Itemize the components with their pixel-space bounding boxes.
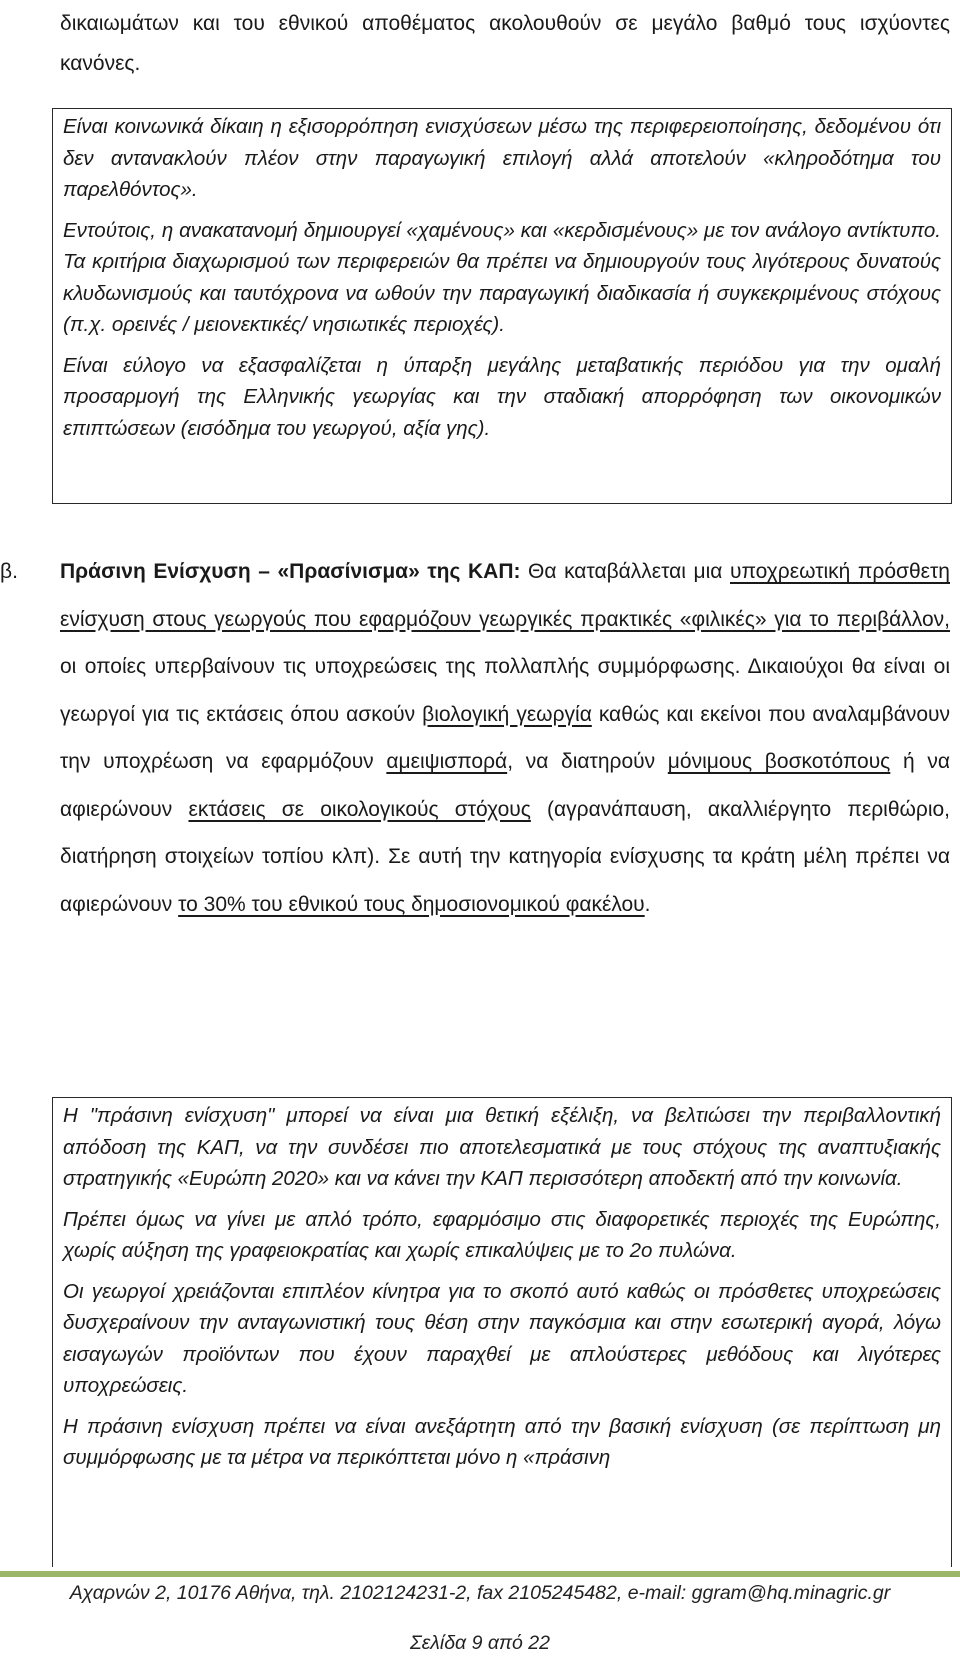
section-text: καθώς και εκείνοι που αναλαμβάνουν την υποχρέωση να εφαρμόζουν bbox=[60, 702, 950, 773]
section-b bbox=[0, 548, 951, 928]
section-text: . bbox=[644, 892, 651, 916]
underlined-term: υποχρεωτική πρόσθετη ενίσχυση στους γεωργούς που εφαρμόζουν γεωργικές πρακτικές «φιλικές» για το περιβάλλον, bbox=[60, 560, 950, 631]
section-heading: Πράσινη Ενίσχυση – «Πρασίνισμα» της ΚΑΠ: bbox=[60, 560, 521, 583]
footer-rule bbox=[0, 1571, 960, 1577]
box-paragraph: Είναι κοινωνικά δίκαιη η εξισορρόπηση ενισχύσεων μέσω της περιφερειοποίησης, δεδομένου ότι δεν αντανακλούν πλέον στην παραγωγική επιλογή αλλά αποτελούν «κληροδότημα του παρελθόντος». bbox=[63, 115, 941, 201]
comment-box-regionalisation bbox=[52, 108, 952, 504]
box-paragraph: Είναι εύλογο να εξασφαλίζεται η ύπαρξη μεγάλης μεταβατικής περιόδου για την ομαλή προσαρμογή της Ελληνικής γεωργίας και την σταδιακή απορρόφηση των οικονομικών επιπτώσεων (εισόδημα του γεωργού, αξία γης). bbox=[63, 353, 941, 440]
section-text: (αγρανάπαυση, ακαλλιέργητο περιθώριο, διατήρηση στοιχείων τοπίου κλπ). Σε αυτή την κατηγορία ενίσχυσης τα κράτη μέλη πρέπει να αφιερώνουν bbox=[60, 797, 951, 916]
box-paragraph: Η "πράσινη ενίσχυση" μπορεί να είναι μια θετική εξέλιξη, να βελτιώσει την περιβαλλοντική απόδοση της ΚΑΠ, να την συνδέσει πιο αποτελεσματικά με τους στόχους της αναπτυξιακής στρατηγικής «Ευρώπη 2020» και να κάνει την ΚΑΠ περισσότερη αποδεκτή από την κοινωνία. bbox=[63, 1104, 941, 1190]
underlined-term: εκτάσεις σε οικολογικούς στόχους bbox=[188, 797, 531, 821]
box-paragraph: Οι γεωργοί χρειάζονται επιπλέον κίνητρα για το σκοπό αυτό καθώς οι πρόσθετες υποχρεώσεις δυσχεραίνουν την ανταγωνιστική τους θέση στην παγκόσμια και στην εσωτερική αγορά, λόγω εισαγωγών προϊόντων που έχουν παραχθεί με απλούστερες μεθόδους και λιγότερες υποχρεώσεις. bbox=[63, 1279, 941, 1397]
section-label: β. bbox=[0, 560, 18, 583]
section-text: οι οποίες υπερβαίνουν τις υποχρεώσεις της πολλαπλής συμμόρφωσης. Δικαιούχοι θα είναι οι γεωργοί για τις εκτάσεις όπου ασκούν bbox=[60, 655, 950, 726]
box-paragraph: Εντούτοις, η ανακατανομή δημιουργεί «χαμένους» και «κερδισμένους» με τον ανάλογο αντίκτυπο. Τα κριτήρια διαχωρισμού των περιφερειών θα πρέπει να δημιουργούν τους λιγότερους δυνατούς κλυδωνισμούς και ταυτόχρονα να ωθούν την παραγωγική διαδικασία ή συγκεκριμένους στόχους (π.χ. ορεινές / μειονεκτικές/ νησιωτικές περιοχές). bbox=[63, 218, 941, 336]
section-body bbox=[60, 548, 950, 928]
footer-address: Αχαρνών 2, 10176 Αθήνα, τηλ. 2102124231-2, fax 2105245482, e-mail: ggram@hq.minagric.gr bbox=[69, 1582, 891, 1604]
underlined-term: το 30% του εθνικού τους δημοσιονομικού φακέλου bbox=[178, 892, 645, 916]
section-text: Θα καταβάλλεται μια bbox=[520, 560, 730, 583]
comment-box-greening bbox=[52, 1097, 952, 1567]
box-paragraph: Η πράσινη ενίσχυση πρέπει να είναι ανεξάρτητη από την βασική ενίσχυση (σε περίπτωση μη συμμόρφωσης με τα μέτρα να περικόπτεται μόνο η «πράσινη bbox=[63, 1414, 941, 1469]
underlined-term: αμειψισπορά bbox=[386, 750, 508, 773]
page-number: Σελίδα 9 από 22 bbox=[410, 1632, 550, 1654]
top-paragraph: δικαιωμάτων και του εθνικού αποθέματος ακολουθούν σε μεγάλο βαθμό τους ισχύοντες κανόνες. bbox=[60, 12, 950, 75]
underlined-term: βιολογική γεωργία bbox=[422, 702, 592, 726]
underlined-term: μόνιμους βοσκοτόπους bbox=[667, 750, 891, 773]
box-paragraph: Πρέπει όμως να γίνει με απλό τρόπο, εφαρμόσιμο στις διαφορετικές περιοχές της Ευρώπης, χωρίς αύξηση της γραφειοκρατίας και χωρίς επικαλύψεις με το 2ο πυλώνα. bbox=[63, 1207, 941, 1262]
section-text: , να διατηρούν bbox=[507, 750, 668, 773]
section-text: ή να αφιερώνουν bbox=[60, 750, 950, 821]
